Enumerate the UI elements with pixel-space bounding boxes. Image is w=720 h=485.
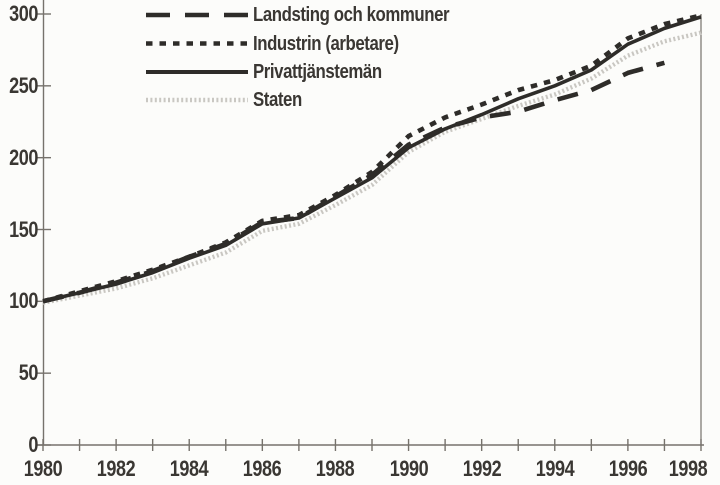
x-axis-tick-label: 1980 bbox=[23, 456, 63, 481]
x-axis-tick-label: 1990 bbox=[389, 456, 428, 481]
series-line-landsting-och-kommuner bbox=[43, 63, 664, 301]
legend-label-landsting-och-kommuner: Landsting och kommuner bbox=[253, 4, 450, 26]
x-axis-tick-label: 1998 bbox=[668, 456, 708, 481]
legend-label-staten: Staten bbox=[253, 89, 302, 111]
y-axis-tick-label: 50 bbox=[18, 360, 38, 386]
x-axis-tick-label: 1988 bbox=[316, 456, 355, 481]
y-axis-tick-label: 200 bbox=[9, 144, 38, 170]
legend-label-privattjansteman: Privattjänstemän bbox=[253, 61, 382, 83]
y-axis-tick-label: 250 bbox=[9, 72, 38, 98]
x-axis-tick-label: 1982 bbox=[96, 456, 136, 481]
y-axis-tick-label: 100 bbox=[9, 288, 38, 314]
y-axis-tick-label: 150 bbox=[9, 216, 38, 242]
y-axis-tick-label: 0 bbox=[28, 432, 38, 457]
x-axis-tick-label: 1994 bbox=[535, 456, 575, 481]
x-axis-tick-label: 1984 bbox=[169, 456, 209, 481]
x-axis-tick-label: 1992 bbox=[462, 456, 501, 481]
legend-label-industrin-arbetare: Industrin (arbetare) bbox=[253, 32, 399, 55]
y-axis-tick-label: 300 bbox=[9, 1, 38, 26]
x-axis-tick-label: 1986 bbox=[243, 456, 282, 481]
series-line-industrin-arbetare bbox=[43, 15, 701, 301]
x-axis-tick-label: 1996 bbox=[608, 456, 648, 481]
